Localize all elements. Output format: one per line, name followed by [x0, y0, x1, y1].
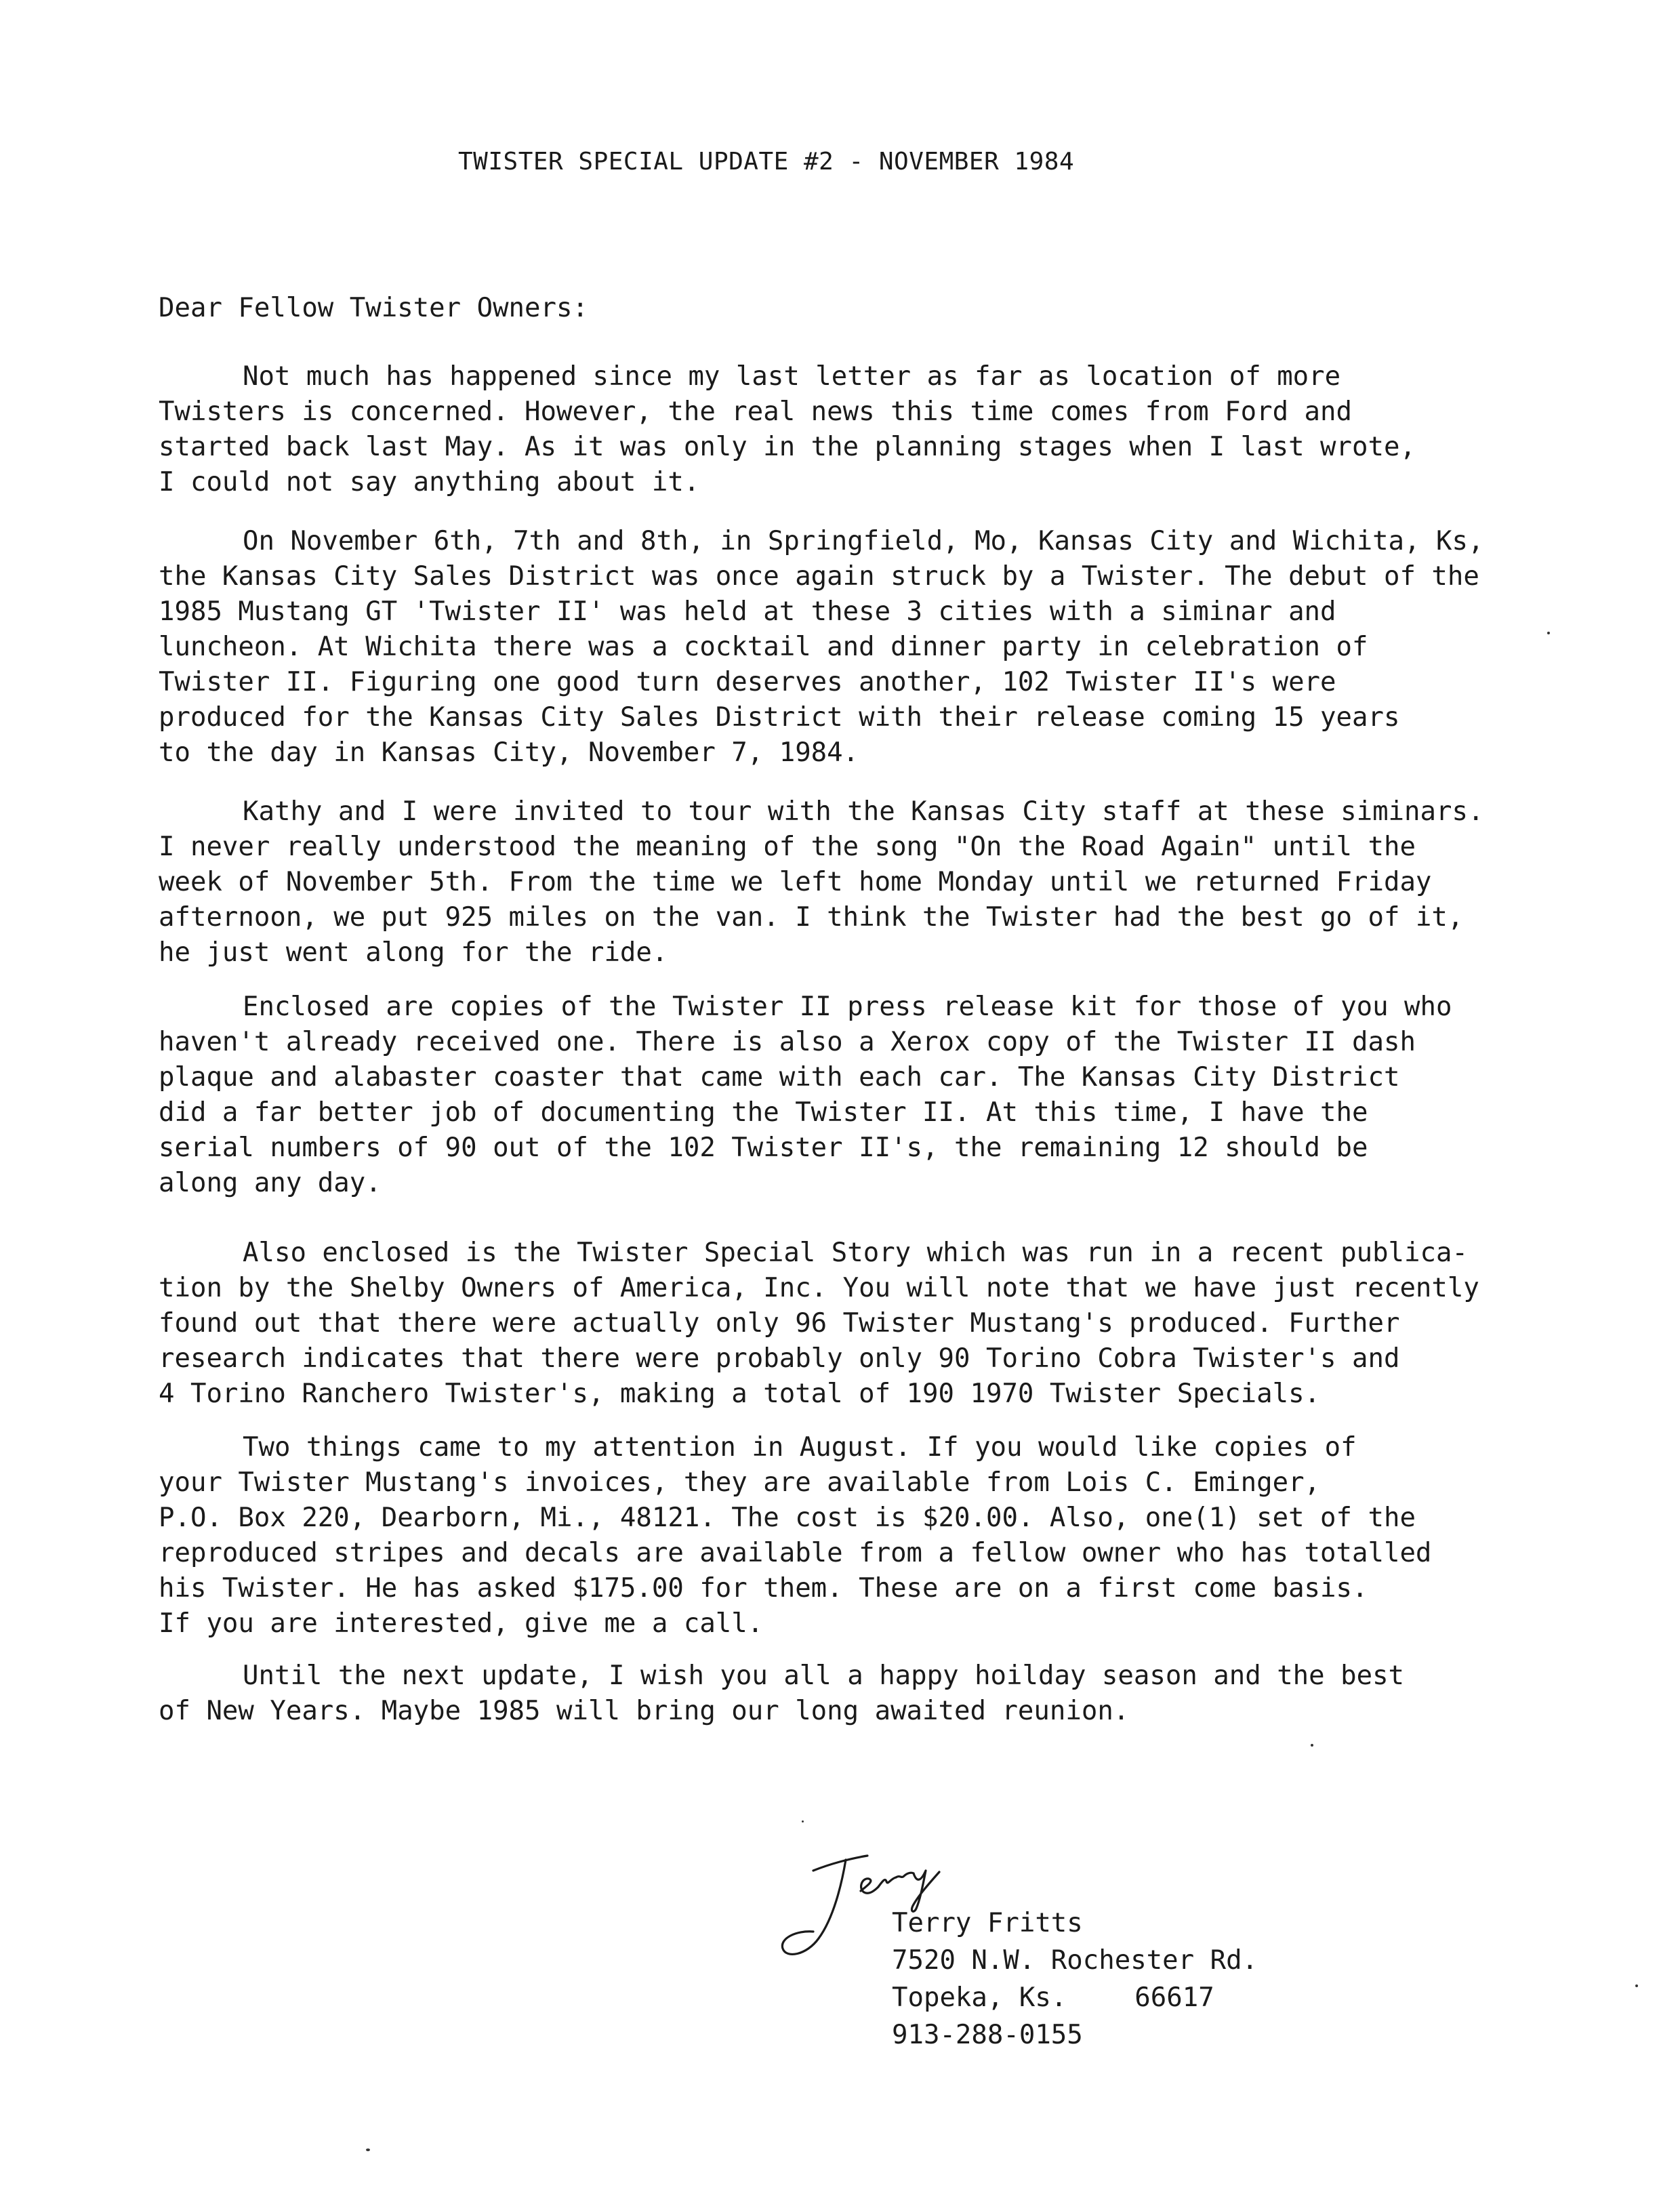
paragraph-line: Twisters is concerned. However, the real news this time comes from Ford and	[159, 396, 1352, 427]
paragraph-line: Also enclosed is the Twister Special Story which was run in a recent publica-	[243, 1238, 1468, 1268]
paragraph	[159, 1430, 1595, 1642]
sender-phone: 913-288-0155	[892, 2020, 1083, 2050]
paragraph-line: reproduced stripes and decals are available from a fellow owner who has totalled	[159, 1538, 1432, 1568]
paragraph-line: the Kansas City Sales District was once again struck by a Twister. The debut of the	[159, 561, 1479, 592]
scan-speck	[366, 2148, 370, 2151]
sender-city-line	[892, 1979, 1258, 2016]
paragraph-line: On November 6th, 7th and 8th, in Springfield, Mo, Kansas City and Wichita, Ks,	[243, 526, 1484, 556]
paragraph-line: Twister II. Figuring one good turn deserves another, 102 Twister II's were	[159, 667, 1336, 697]
paragraph-line: to the day in Kansas City, November 7, 1984.	[159, 737, 859, 768]
paragraph-line: P.O. Box 220, Dearborn, Mi., 48121. The cost is $20.00. Also, one(1) set of the	[159, 1503, 1416, 1533]
paragraph-line: did a far better job of documenting the Twister II. At this time, I have the	[159, 1097, 1368, 1128]
paragraph	[159, 990, 1595, 1201]
paragraph-line: started back last May. As it was only in the planning stages when I last wrote,	[159, 432, 1416, 462]
paragraph-line: his Twister. He has asked $175.00 for them. These are on a first come basis.	[159, 1573, 1368, 1604]
paragraph	[159, 794, 1595, 971]
paragraph	[159, 1658, 1595, 1729]
paragraph-line: luncheon. At Wichita there was a cocktail and dinner party in celebration of	[159, 632, 1368, 662]
paragraph-line: your Twister Mustang's invoices, they are available from Lois C. Eminger,	[159, 1467, 1321, 1498]
scan-speck	[1547, 632, 1550, 634]
paragraph-line: Not much has happened since my last letter as far as location of more	[243, 361, 1341, 392]
sender-name: Terry Fritts	[892, 1908, 1083, 1938]
paragraph-line: I could not say anything about it.	[159, 467, 700, 497]
paragraph	[159, 1236, 1595, 1412]
paragraph-line: Enclosed are copies of the Twister II press release kit for those of you who	[243, 992, 1452, 1022]
paragraph-line: week of November 5th. From the time we left home Monday until we returned Friday	[159, 867, 1432, 897]
paragraph	[159, 524, 1595, 771]
paragraph-line: plaque and alabaster coaster that came with each car. The Kansas City District	[159, 1062, 1400, 1093]
paragraph-line: research indicates that there were probably only 90 Torino Cobra Twister's and	[159, 1343, 1400, 1374]
paragraph-line: serial numbers of 90 out of the 102 Twister II's, the remaining 12 should be	[159, 1133, 1368, 1163]
sender-zip: 66617	[1134, 1982, 1214, 2013]
paragraph-line: found out that there were actually only 96 Twister Mustang's produced. Further	[159, 1308, 1400, 1339]
paragraph	[159, 359, 1595, 500]
scan-speck	[1635, 1984, 1638, 1987]
paragraph-line: Two things came to my attention in August. If you would like copies of	[243, 1432, 1357, 1463]
paragraph-line: he just went along for the ride.	[159, 937, 668, 968]
sender-city: Topeka, Ks.	[892, 1982, 1067, 2013]
paragraph-line: of New Years. Maybe 1985 will bring our long awaited reunion.	[159, 1696, 1130, 1726]
paragraph-line: Kathy and I were invited to tour with the Kansas City staff at these siminars.	[243, 796, 1484, 827]
paragraph-line: Until the next update, I wish you all a happy hoilday season and the best	[243, 1661, 1405, 1691]
salutation: Dear Fellow Twister Owners:	[159, 293, 588, 323]
letter-title: TWISTER SPECIAL UPDATE #2 - NOVEMBER 1984	[458, 148, 1075, 176]
paragraph-line: haven't already received one. There is also a Xerox copy of the Twister II dash	[159, 1027, 1416, 1057]
paragraph-line: 4 Torino Ranchero Twister's, making a total of 190 1970 Twister Specials.	[159, 1379, 1321, 1409]
scan-speck	[1311, 1744, 1313, 1747]
paragraph-line: I never really understood the meaning of the song "On the Road Again" until the	[159, 832, 1416, 862]
sender-address	[892, 1904, 1258, 2054]
paragraph-line: If you are interested, give me a call.	[159, 1608, 764, 1639]
paragraph-line: tion by the Shelby Owners of America, Inc. You will note that we have just recently	[159, 1273, 1479, 1303]
paragraph-line: 1985 Mustang GT 'Twister II' was held at these 3 cities with a siminar and	[159, 596, 1336, 627]
scan-speck	[802, 1820, 804, 1822]
sender-street: 7520 N.W. Rochester Rd.	[892, 1945, 1258, 1976]
paragraph-line: along any day.	[159, 1168, 382, 1198]
paragraph-line: produced for the Kansas City Sales District with their release coming 15 years	[159, 702, 1400, 733]
paragraph-line: afternoon, we put 925 miles on the van. I think the Twister had the best go of it,	[159, 902, 1464, 933]
